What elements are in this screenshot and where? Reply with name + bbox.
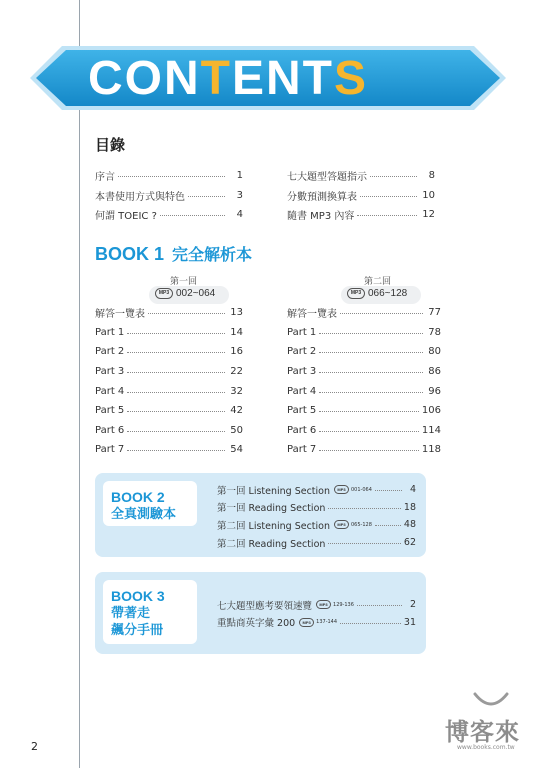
mp3-icon: MP3	[347, 288, 365, 299]
book2-panel	[95, 473, 426, 557]
book2-label: BOOK 2	[111, 489, 165, 505]
book2-list	[217, 481, 416, 551]
mp3-icon: MP3	[316, 600, 331, 609]
toc-row[interactable]: 分數預測換算表 10	[287, 189, 435, 203]
book2-title: 全真測驗本	[111, 507, 177, 522]
book3-label: BOOK 3	[111, 588, 165, 604]
toc-row[interactable]: 何謂 TOEIC ? 4	[95, 209, 243, 223]
watermark-url: www.books.com.tw	[457, 744, 515, 751]
toc-row[interactable]: 第二回 Listening Section MP3 065-128 48	[217, 519, 416, 532]
toc-row[interactable]: Part 5 42	[95, 405, 243, 417]
toc-row[interactable]: 七大題型答題指示 8	[287, 170, 435, 184]
toc-row[interactable]: Part 3 86	[287, 366, 441, 378]
toc-row[interactable]: Part 6 50	[95, 424, 243, 436]
book1-round2-list	[287, 303, 441, 460]
toc-row[interactable]: 第一回 Reading Section 18	[217, 501, 416, 515]
book3-title-line2: 飆分手冊	[111, 623, 164, 638]
book3-list	[217, 596, 416, 631]
toc-row[interactable]: 解答一覽表 13	[95, 307, 243, 321]
watermark	[445, 690, 537, 760]
round1-label: 第一回	[170, 277, 198, 287]
round1-badge: 第一回 MP3 002~064	[155, 274, 235, 300]
margin-rule	[79, 0, 80, 768]
toc-heading: 目錄	[95, 136, 126, 154]
front-matter-left	[95, 166, 243, 225]
page-number: 2	[31, 740, 38, 753]
book2-card	[103, 481, 197, 526]
banner-title: CONTENTS	[88, 52, 369, 105]
toc-row[interactable]: 序言 1	[95, 170, 243, 184]
toc-row[interactable]: Part 2 80	[287, 346, 441, 358]
book3-card	[103, 580, 197, 644]
contents-banner	[30, 44, 506, 112]
book3-panel	[95, 572, 426, 654]
toc-row[interactable]: 本書使用方式與特色 3	[95, 189, 243, 203]
mp3-icon: MP3	[334, 485, 349, 494]
book1-round1-list	[95, 303, 243, 460]
toc-row[interactable]: 第一回 Listening Section MP3 001-064 4	[217, 484, 416, 497]
toc-row[interactable]: Part 7 54	[95, 444, 243, 456]
toc-row[interactable]: Part 5 106	[287, 405, 441, 417]
toc-row[interactable]: Part 1 78	[287, 326, 441, 338]
book3-title-line1: 帶著走	[111, 606, 151, 621]
round2-badge: 第二回 MP3 066~128	[347, 274, 427, 300]
book1-heading: BOOK 1 完全解析本	[95, 244, 253, 264]
mp3-icon: MP3	[334, 520, 349, 529]
watermark-logo-icon	[471, 690, 511, 712]
toc-row[interactable]: Part 2 16	[95, 346, 243, 358]
toc-row[interactable]: Part 7 118	[287, 444, 441, 456]
toc-row[interactable]: Part 6 114	[287, 424, 441, 436]
mp3-icon: MP3	[155, 288, 173, 299]
round2-label: 第二回	[364, 277, 392, 287]
toc-row[interactable]: 第二回 Reading Section 62	[217, 537, 416, 550]
toc-row[interactable]: 隨書 MP3 內容 12	[287, 209, 435, 223]
watermark-text: 博客來	[445, 718, 520, 746]
toc-row[interactable]: Part 4 96	[287, 385, 441, 397]
toc-row[interactable]: Part 1 14	[95, 326, 243, 338]
toc-row[interactable]: 重點商英字彙 200 MP3 137-144 31	[217, 616, 416, 630]
toc-row[interactable]: Part 4 32	[95, 385, 243, 397]
mp3-icon: MP3	[299, 618, 314, 627]
toc-row[interactable]: 七大題型應考要領速覽 MP3 129-136 2	[217, 599, 416, 612]
front-matter-right	[287, 166, 435, 225]
toc-row[interactable]: 解答一覽表 77	[287, 307, 441, 321]
toc-row[interactable]: Part 3 22	[95, 366, 243, 378]
